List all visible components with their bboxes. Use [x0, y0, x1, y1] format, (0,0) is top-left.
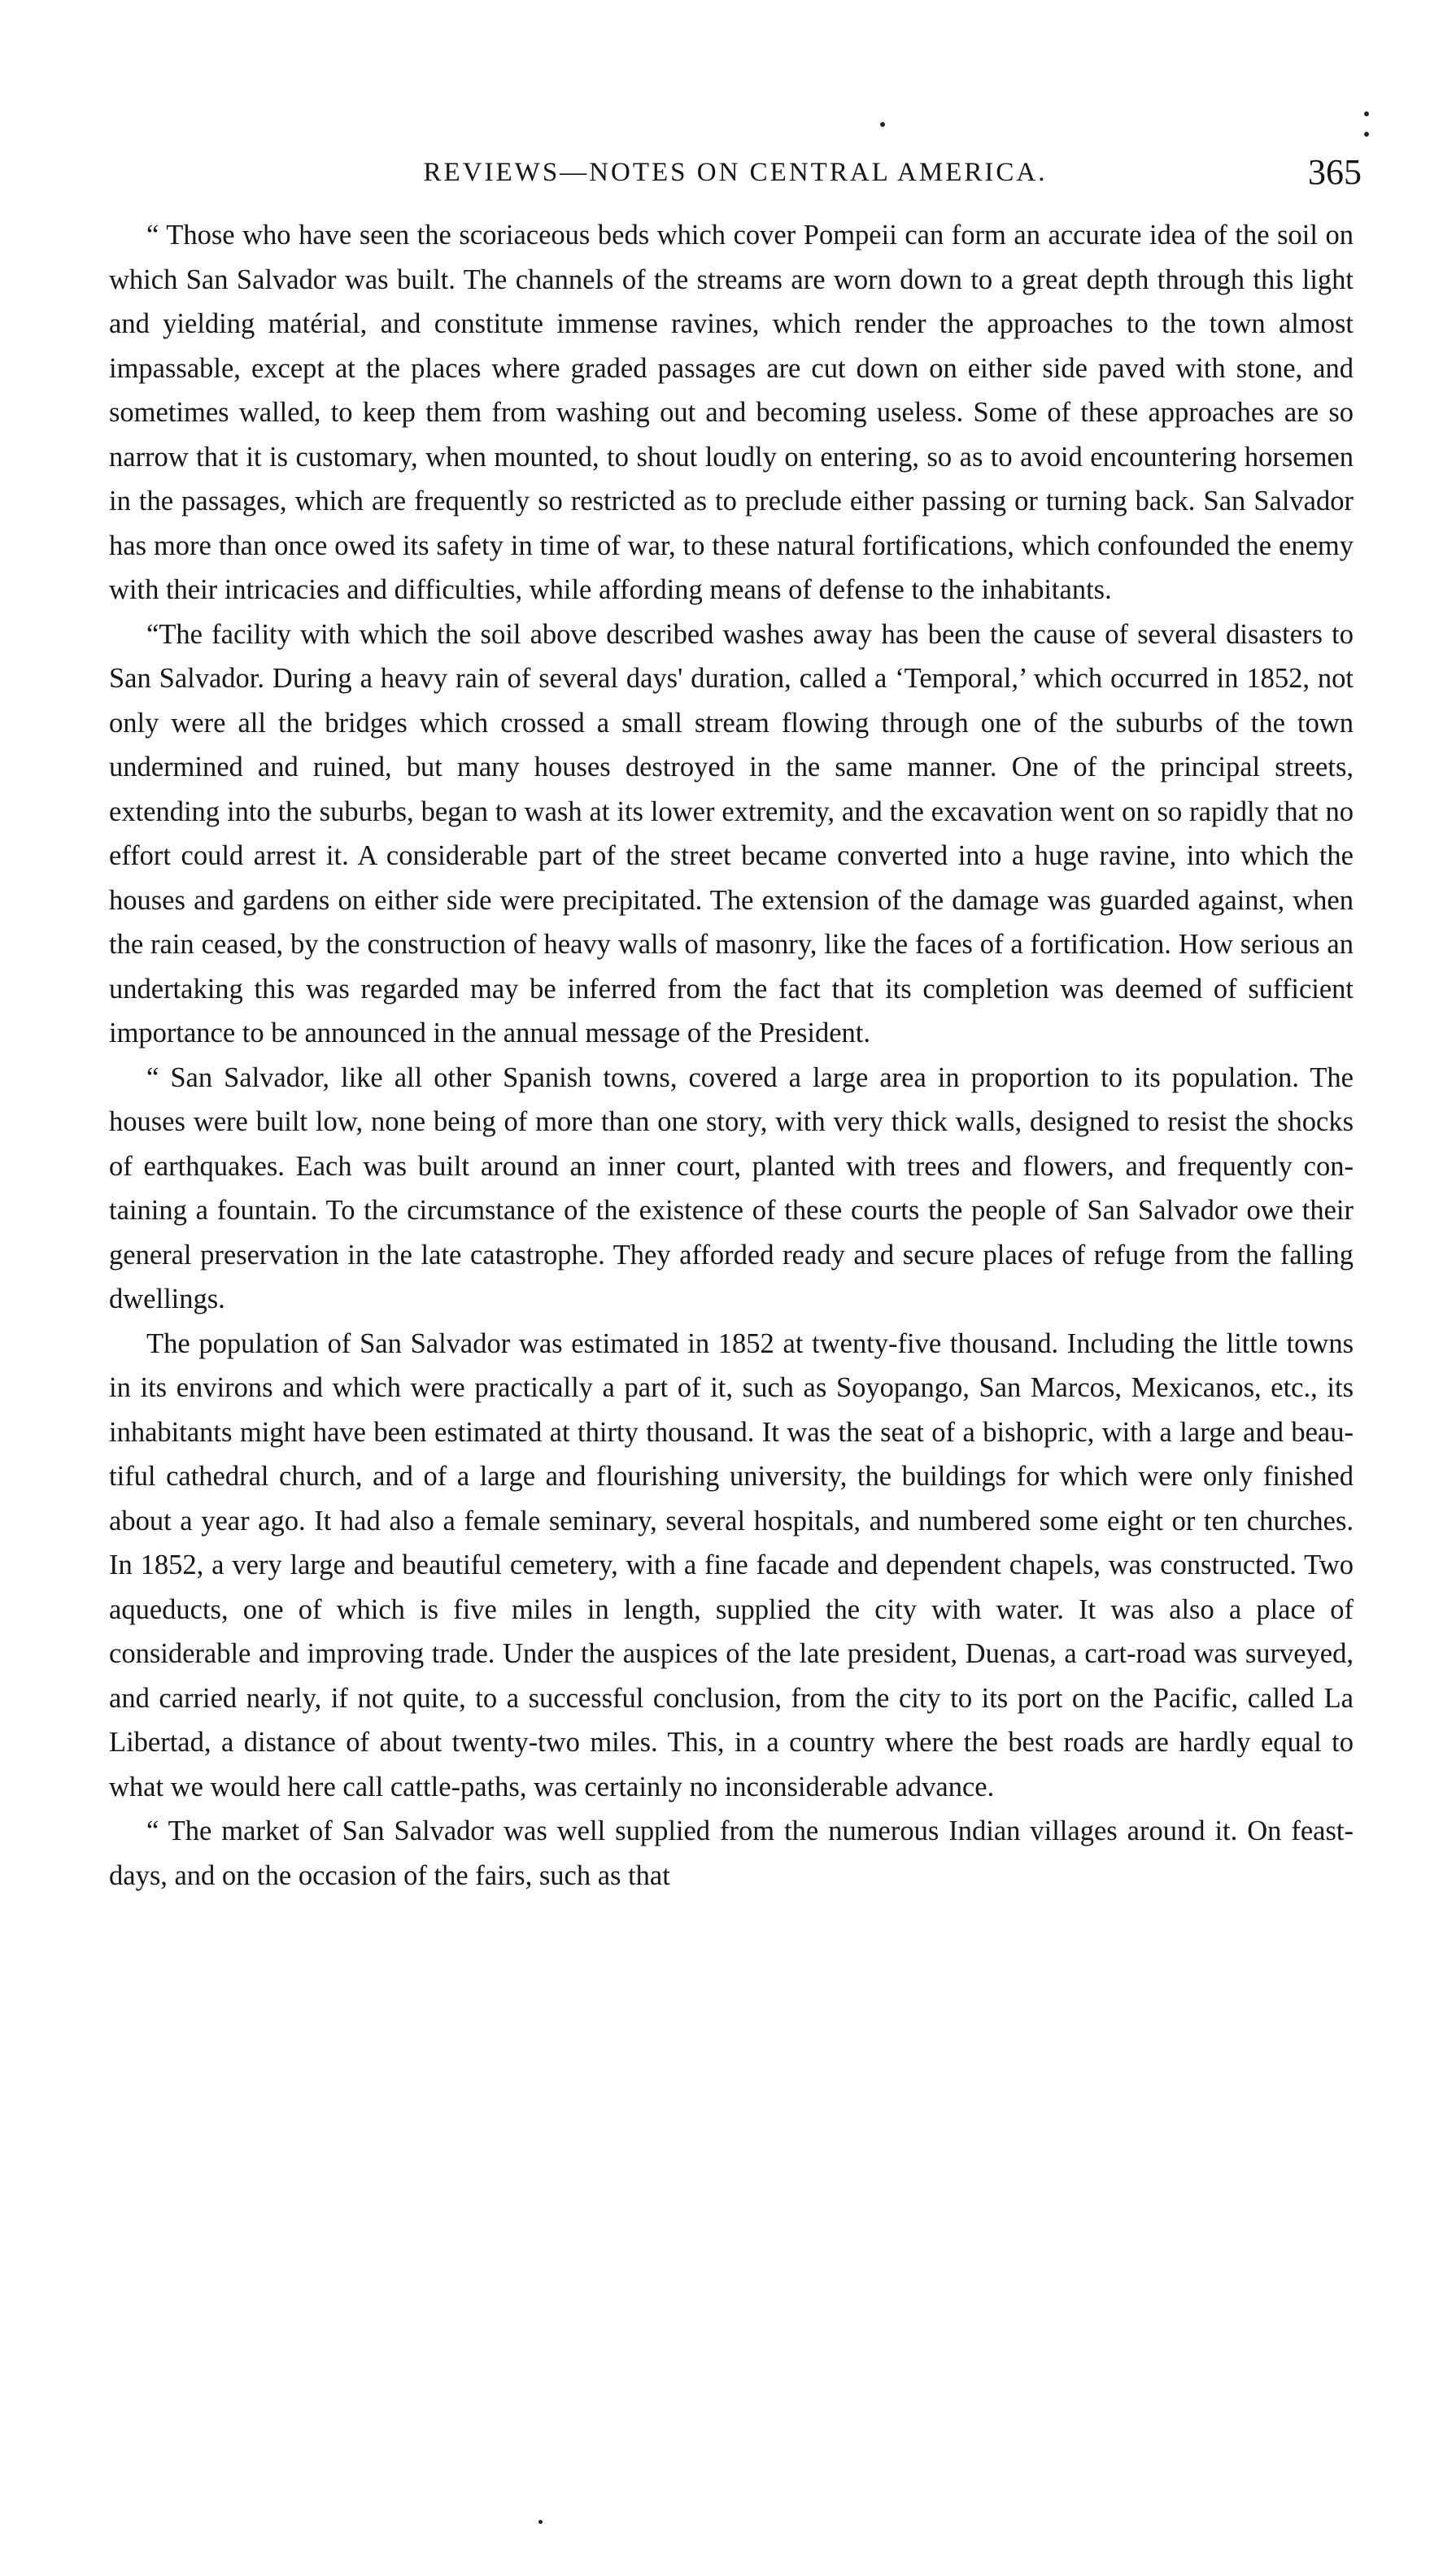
page-number: 365	[1308, 152, 1362, 192]
print-speck	[1364, 111, 1369, 116]
paragraph-pompeii-soil: “ Those who have seen the scoriaceous beds which cover Pompeii can form an accurate idea of the soil on which San Salvador was built. The channels of the streams are worn down to a great depth through this light and yielding matérial, and constitute immense ravines, which render the approaches to the town almost impassable, except at the places where graded passages are cut down on either side paved with stone, and sometimes walled, to keep them from washing out and becoming useless. Some of these approaches are so narrow that it is customary, when mounted, to shout loudly on entering, so as to avoid encountering horsemen in the passages, which are frequently so restricted as to preclude either passing or turning back. San Salvador has more than once owed its safety in time of war, to these natural fortifications, which confounded the enemy with their intricacies and difficulties, while affording means of defense to the inhabitants.	[109, 220, 1354, 605]
body-text	[109, 213, 1354, 1898]
paragraph-temporal-disaster: “The facility with which the soil above described washes away has been the cause of several disasters to San Salvador. During a heavy rain of several days' duration, called a ‘Temporal,’ which occurred in 1852, not only were all the bridges which crossed a small stream flowing through one of the suburbs of the town undermined and ruined, but many houses destroyed in the same manner. One of the principal streets, extending into the suburbs, began to wash at its lower extremity, and the excavation went on so rapidly that no effort could arrest it. A considerable part of the street became converted into a huge ravine, into which the houses and gardens on either side were precipitated. The extension of the damage was guarded against, when the rain ceased, by the construction of heavy walls of masonry, like the faces of a fortification. How serious an undertaking this was regarded may be inferred from the fact that its completion was deemed of sufficient importance to be announced in the annual message of the President.	[109, 618, 1354, 1048]
print-speck	[538, 2520, 543, 2524]
paragraph-spanish-towns: “ San Salvador, like all other Spanish towns, covered a large area in proportion to its population. The houses were built low, none being of more than one story, with very thick walls, designed to resist the shocks of earthquakes. Each was built around an inner court, planted with trees and flowers, and frequently containing a fountain. To the circumstance of the existence of these courts the people of San Salvador owe their general preservation in the late catastrophe. They afforded ready and secure places of refuge from the falling dwellings.	[109, 1061, 1354, 1314]
running-title: REVIEWS—NOTES ON CENTRAL AMERICA.	[423, 158, 1048, 187]
paragraph-population: The population of San Salvador was estimated in 1852 at twenty-five thousand. Including the little towns in its environs and which were practically a part of it, such as Soyopango, San Marcos, Mexicanos, etc., its inhabitants might have been estimated at thirty thousand. It was the seat of a bishopric, with a large and beautiful cathedral church, and of a large and flourishing university, the buildings for which were only finished about a year ago. It had also a female seminary, several hospitals, and numbered some eight or ten churches. In 1852, a very large and beautiful cemetery, with a fine facade and dependent chapels, was constructed. Two aqueducts, one of which is five miles in length, supplied the city with water. It was also a place of considerable and improving trade. Under the auspices of the late president, Duenas, a cart-road was surveyed, and carried nearly, if not quite, to a successful conclusion, from the city to its port on the Pacific, called La Libertad, a distance of about twenty-two miles. This, in a country where the best roads are hardly equal to what we would here call cattle-paths, was certainly no inconsiderable advance.	[109, 1327, 1354, 1802]
paragraph-market: “ The market of San Salvador was well supplied from the numerous Indian villages around it. On feast-days, and on the occasion of the fairs, such as that	[109, 1815, 1354, 1891]
running-head	[109, 148, 1362, 197]
print-speck	[1364, 132, 1369, 137]
print-speck	[880, 122, 885, 127]
